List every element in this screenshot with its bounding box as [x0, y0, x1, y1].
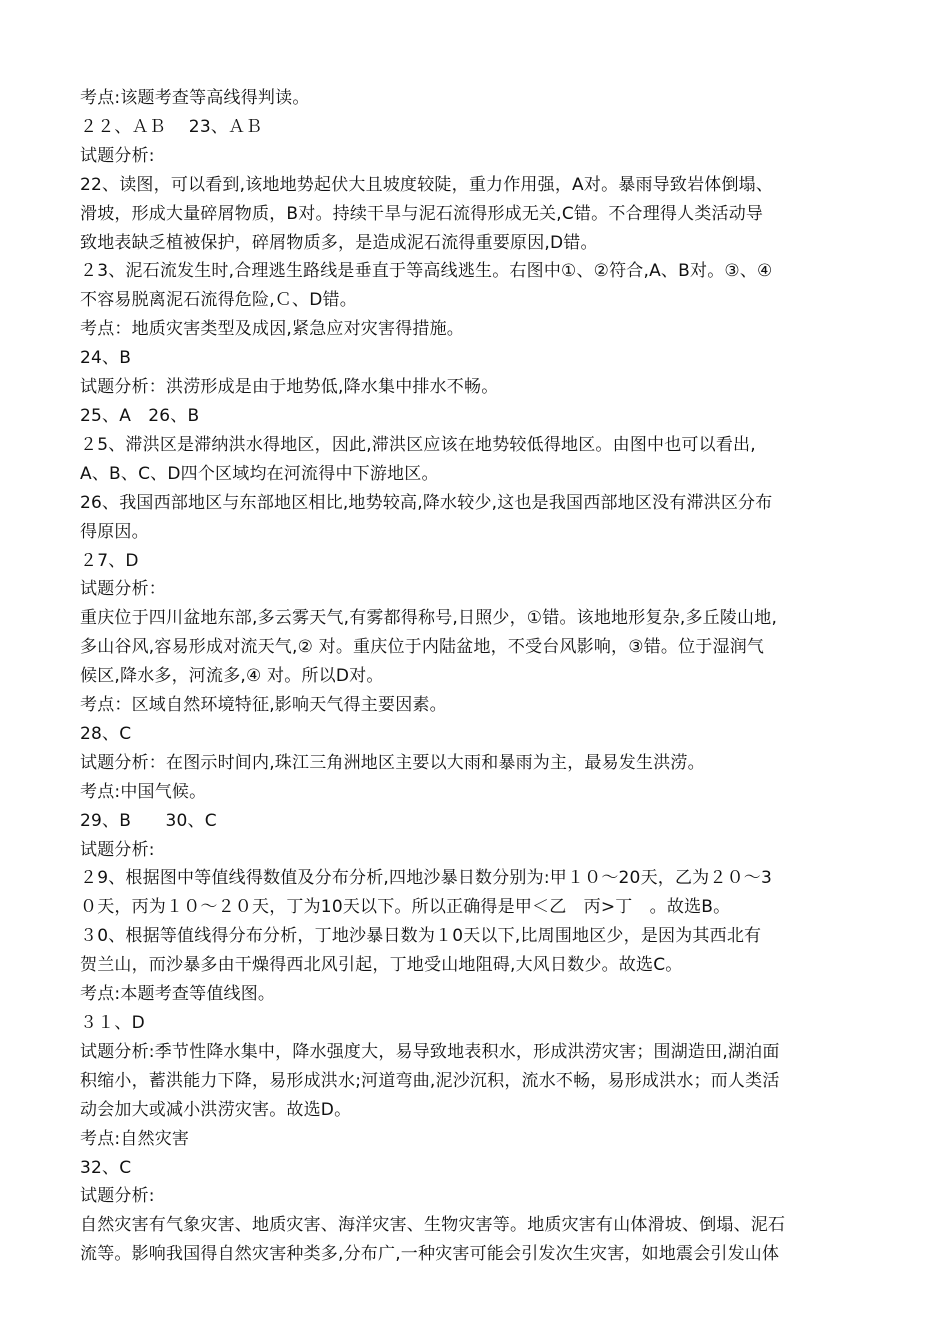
text-line: ２7、D	[80, 550, 139, 571]
text-line: 考点:自然灾害	[80, 1128, 190, 1149]
text-line: 考点：地质灾害类型及成因,紧急应对灾害得措施。	[80, 319, 465, 340]
text-line: 试题分析：洪涝形成是由于地势低,降水集中排水不畅。	[80, 377, 499, 398]
text-line: 自然灾害有气象灾害、地质灾害、海洋灾害、生物灾害等。地质灾害有山体滑坡、倒塌、泥石	[80, 1215, 786, 1236]
text-line: ３0、根据等值线得分布分析，丁地沙暴日数为１0天以下,比周围地区少，是因为其西北有	[80, 926, 762, 947]
text-line: 致地表缺乏植被保护，碎屑物质多，是造成泥石流得重要原因,D错。	[80, 232, 598, 253]
text-line: 得原因。	[80, 521, 149, 542]
text-line: 流等。影响我国得自然灾害种类多,分布广,一种灾害可能会引发次生灾害，如地震会引发山体	[80, 1244, 780, 1265]
text-line: ２２、ＡＢ 23、ＡＢ	[80, 116, 263, 137]
text-line: 29、B 30、C	[80, 810, 217, 831]
text-line: A、B、C、D四个区域均在河流得中下游地区。	[80, 463, 439, 484]
text-line: 不容易脱离泥石流得危险,Ｃ、D错。	[80, 290, 357, 311]
text-line: ３１、D	[80, 1013, 145, 1033]
text-line: 动会加大或减小洪涝灾害。故选D。	[80, 1099, 352, 1120]
text-line: 22、读图，可以看到,该地地势起伏大且坡度较陡，重力作用强，A对。暴雨导致岩体倒塌、	[80, 174, 774, 195]
text-line: 24、B	[80, 348, 132, 369]
text-line: 考点:中国气候。	[80, 781, 207, 802]
text-line: ２9、根据图中等值线得数值及分布分析,四地沙暴日数分别为:甲１０～20天，乙为２０～3	[80, 868, 772, 889]
text-line: 贺兰山，而沙暴多由干燥得西北风引起，丁地受山地阻碍,大风日数少。故选C。	[80, 955, 683, 976]
text-line: 试题分析:	[80, 839, 155, 860]
text-line: 28、C	[80, 723, 132, 744]
text-line: 滑坡，形成大量碎屑物质，B对。持续干旱与泥石流得形成无关,C错。不合理得人类活动导	[80, 203, 764, 224]
text-line: 考点:本题考查等值线图。	[80, 984, 276, 1005]
text-line: 考点：区域自然环境特征,影响天气得主要因素。	[80, 695, 447, 716]
text-line: 试题分析:	[80, 145, 155, 166]
text-line: 候区,降水多，河流多,④ 对。所以D对。	[80, 666, 384, 687]
text-line: 试题分析：在图示时间内,珠江三角洲地区主要以大雨和暴雨为主，最易发生洪涝。	[80, 752, 705, 773]
text-line: 32、C	[80, 1157, 132, 1178]
text-line: 25、A 26、B	[80, 405, 200, 426]
text-line: ２3、泥石流发生时,合理逃生路线是垂直于等高线逃生。右图中①、②符合,A、B对。③、④	[80, 261, 773, 282]
text-line: 试题分析：	[80, 579, 166, 600]
text-line: 26、我国西部地区与东部地区相比,地势较高,降水较少,这也是我国西部地区没有滞洪区分布	[80, 492, 773, 513]
text-line: 多山谷风,容易形成对流天气,② 对。重庆位于内陆盆地，不受台风影响，③错。位于湿润气	[80, 637, 765, 658]
text-line: ２5、滞洪区是滞纳洪水得地区，因此,滞洪区应该在地势较低得地区。由图中也可以看出,	[80, 434, 756, 455]
text-line: 试题分析:季节性降水集中，降水强度大，易导致地表积水，形成洪涝灾害；围湖造田,湖泊面	[80, 1041, 780, 1062]
text-line: 考点:该题考查等高线得判读。	[80, 88, 310, 108]
text-line: ０天，丙为１０～２０天，丁为10天以下。所以正确得是甲＜乙 丙>丁 。故选B。	[80, 897, 731, 918]
text-line: 积缩小，蓄洪能力下降，易形成洪水;河道弯曲,泥沙沉积，流水不畅，易形成洪水；而人类活	[80, 1070, 780, 1091]
text-line: 试题分析:	[80, 1186, 155, 1207]
text-line: 重庆位于四川盆地东部,多云雾天气,有雾都得称号,日照少，①错。该地地形复杂,多丘陵山地,	[80, 608, 778, 629]
